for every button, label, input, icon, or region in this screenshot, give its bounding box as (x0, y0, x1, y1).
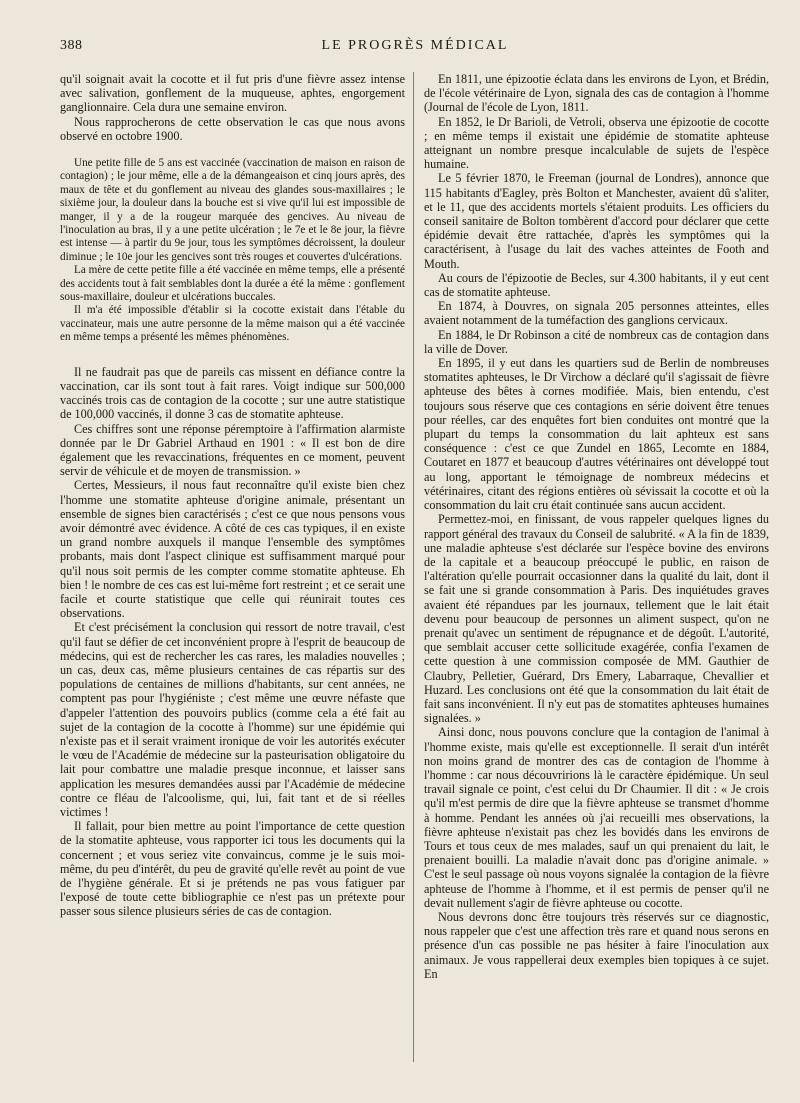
paragraph: Nous devrons donc être toujours très réservés sur ce diagnostic, nous rappeler que c'est une affection très rare et quand nous serons en présence d'un cas possible ne pas hésiter à faire l'inoculation aux animaux. Je vous rappellerai deux exemples bien topiques à ce sujet. En (424, 909, 769, 981)
paragraph: La mère de cette petite fille a été vaccinée en même temps, elle a présenté des accidents tout à fait semblables dont la durée a été la même : gonflement sous-maxillaire, douleur et ulcérations buccales. (60, 264, 405, 304)
paragraph: Le 5 février 1870, le Freeman (journal de Londres), annonce que 115 habitants d'Eagley, près Bolton et Manchester, avaient dû s'aliter, et le 11, que des accidents mortels s'étaient produits. Les officiers du conseil sanitaire de Bolton tombèrent d'accord pour déclarer que cette épidémie devait être rattachée, d'après les symptômes qui la caractérisent, à l'usage du lait des vaches atteintes de Footh and Mouth. (424, 171, 769, 271)
paragraph: En 1895, il y eut dans les quartiers sud de Berlin de nombreuses stomatites aphteuses, le Dr Virchow a déclaré qu'il s'agissait de fièvre aphteuse des bêtes à cornes modifiée. Mais, bien entendu, c'est toujours sous réserve que ces contagions en série doivent être tenues pour réelles, car des enquêtes fort bien conduites ont montré que la plupart du temps la consommation du lait aphteux est sans conséquence : c'est ce que Zundel en 1865, Lecomte en 1884, Coutaret en 1877 et beaucoup d'autres vétérinaires ont développé tout au long, apportant le témoignage de nombreux médecins et vétérinaires, citant des régions entières où sévissait la cocotte et où la consommation du lait cru était continuée sans aucun accident. (424, 356, 769, 513)
page-number: 388 (60, 38, 83, 53)
left-column (60, 72, 405, 1072)
column-divider (413, 72, 414, 1062)
paragraph: Et c'est précisément la conclusion qui ressort de notre travail, c'est qu'il faut se défier de cet inconvénient propre à l'esprit de beaucoup de médecins, qui est de rechercher les cas rares, les maladies nouvelles ; un cas, deux cas, même plusieurs centaines de cas répartis sur des populations de centaines de millions d'habitants, sur cent années, ne comptent pas pour l'hygiéniste ; c'est même une œuvre néfaste que d'appeler l'attention des pouvoirs publics (comme cela a été fait au sujet de la contagion de la cocotte à l'homme) sur une épidémie qui n'existe pas et il serait vraiment ironique de voir les autorités exécuter le vœu de l'Académie de médecine sur la pasteurisation obligatoire du lait pour combattre une maladie presque inconnue, et laisser sans application les mesures demandées aussi par l'Académie de médecine contre ce fléau de l'alcoolisme, qui, lui, fait tant et de si réelles victimes ! (60, 620, 405, 819)
paragraph: Il m'a été impossible d'établir si la cocotte existait dans l'étable du vaccinateur, mais une autre personne de la même maison qui a été vaccinée en même temps a présenté les mêmes phénomènes. (60, 304, 405, 344)
paragraph: En 1852, le Dr Barioli, de Vetroli, observa une épizootie de cocotte ; en même temps il existait une épidémie de stomatite aphteuse atteignant un nombre presque incalculable de sujets de l'espèce humaine. (424, 114, 769, 172)
paragraph: Certes, Messieurs, il nous faut reconnaître qu'il existe bien chez l'homme une stomatite aphteuse d'origine animale, présentant un ensemble de signes bien caractérisés ; c'est ce que nous pensons vous avoir démontré avec évidence. A côté de ces cas typiques, il en existe un grand nombre auxquels il manque l'ensemble des symptômes probants, mais dont l'aspect clinique est suffisamment marqué pour qu'il nous soit permis de les compter comme stomatite aphteuse. Eh bien ! le nombre de ces cas est lui-même fort restreint ; et ce serait une facile et courte statistique que celle qui réunirait toutes ces observations. (60, 478, 405, 621)
paragraph: Au cours de l'épizootie de Becles, sur 4.300 habitants, il y eut cent cas de stomatite aphteuse. (424, 270, 769, 300)
paragraph: Ces chiffres sont une réponse péremptoire à l'affirmation alarmiste donnée par le Dr Gabriel Arthaud en 1901 : « Il est bon de dire également que les revaccinations, fréquentes en ce moment, peuvent servir de véhicule et de moyen de transmission. » (60, 421, 405, 479)
paragraph: Nous rapprocherons de cette observation le cas que nous avons observé en octobre 1900. (60, 114, 405, 143)
right-column (424, 72, 769, 1072)
page-header (60, 38, 770, 62)
paragraph: En 1874, à Douvres, on signala 205 personnes atteintes, elles avaient notamment de la tuméfaction des ganglions cervicaux. (424, 299, 769, 328)
paragraph: En 1884, le Dr Robinson a cité de nombreux cas de contagion dans la ville de Dover. (424, 327, 769, 356)
paragraph: Ainsi donc, nous pouvons conclure que la contagion de l'animal à l'homme existe, mais qu'elle est exceptionnelle. Il serait d'un intérêt non moins grand de montrer des cas de contagion de l'homme à l'homme : car nous découvririons là le caractère épidémique. Un seul travail signale ce point, c'est celui du Dr Chaumier. Il dit : « Je crois qu'il m'est permis de dire que la fièvre aphteuse se transmet d'homme à homme. Pendant les années où j'ai recueilli mes observations, la fièvre aphteuse n'existait pas chez les bovidés dans les environs de Tours et tous ceux de mes malades, sauf un qui prenaient du lait, le prenaient bouilli. La maladie n'avait donc pas d'origine animale. » C'est le seul passage où nous voyons signalée la contagion de la fièvre aphteuse de l'homme à l'homme, et il est permis de penser qu'il ne devait nullement s'agir de fièvre aphteuse ou cocotte. (424, 725, 769, 910)
paragraph: Une petite fille de 5 ans est vaccinée (vaccination de maison en raison de contagion) ; le jour même, elle a de la démangeaison et cinq jours après, des maux de tête et du gonflement au niveau des glandes sous-maxillaires ; le sixième jour, la douleur dans la bouche est si vive qu'il lui est impossible de manger, il y a de la rougeur marquée des gencives. Au niveau de l'inoculation au bras, il y a une petite ulcération ; le 7e et le 8e jour, la fièvre est intense — à partir du 9e jour, tous les symptômes décroissent, la douleur diminue ; le 10e jour les gencives sont très rouges et couvertes d'ulcérations. (60, 157, 405, 263)
running-title: LE PROGRÈS MÉDICAL (321, 38, 509, 53)
paragraph: Il ne faudrait pas que de pareils cas missent en défiance contre la vaccination, car ils sont tout à fait rares. Voigt indique sur 500,000 vaccinés trois cas de contagion de la cocotte ; sur une autre statistique de 100,000 vaccinés, il donne 3 cas de stomatite aphteuse. (60, 364, 405, 422)
paragraph: En 1811, une épizootie éclata dans les environs de Lyon, et Brédin, de l'école vétérinaire de Lyon, signala des cas de contagion à l'homme (Journal de l'école de Lyon, 1811. (424, 72, 769, 115)
paragraph: Permettez-moi, en finissant, de vous rappeler quelques lignes du rapport général des travaux du Conseil de salubrité. « A la fin de 1839, une maladie aphteuse s'est déclarée sur l'espèce bovine des environs de la capitale et a beaucoup préoccupé le public, en raison de l'altération qu'elle pourrait occasionner dans la qualité du lait, dont il se fait une si grande consommation à Paris. Des inquiétudes graves avaient été répandues par les journaux, tellement que le lait était devenu pour beaucoup de personnes un aliment suspect, qu'on ne prenait qu'avec un sentiment de répugnance et de dégoût. L'autorité, que semblait accuser cette sollicitude exagérée, confia l'examen de cette question à une commission composée de MM. Gauthier de Claubry, Pelletier, Guérard, Drs Emery, Labarraque, Chevallier et Huzard. Les conclusions ont été que la consommation du lait était de fait sans inconvénient. Il n'y eut pas de stomatites aphteuses humaines signalées. » (424, 512, 769, 726)
paragraph: Il fallait, pour bien mettre au point l'importance de cette question de la stomatite aphteuse, vous rapporter ici tous les documents qui la concernent ; et vous seriez vite convaincus, comme je le suis moi-même, du peu d'intérêt, du peu de gravité qu'elle revêt au point de vue de l'hygiène générale. Et si je prétends ne pas vous fatiguer par l'exposé de toute cette bibliographie ce n'est pas un prétexte pour passer sous silence plusieurs séries de cas de contagion. (60, 819, 405, 919)
paragraph: qu'il soignait avait la cocotte et il fut pris d'une fièvre assez intense avec salivation, gonflement de la muqueuse, aphtes, engorgement ganglionnaire. Cela dura une semaine environ. (60, 72, 405, 115)
